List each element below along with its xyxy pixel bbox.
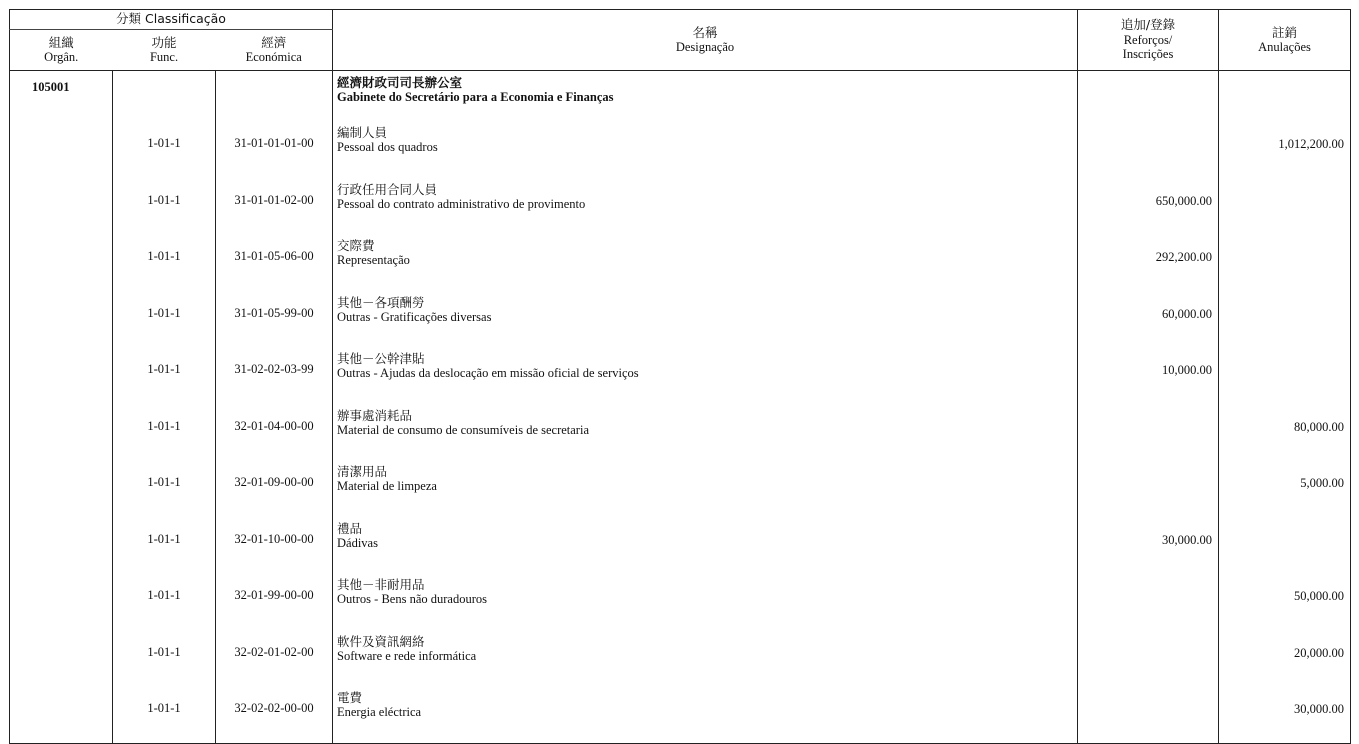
reforcos-header-pt1: Reforços/ — [1123, 32, 1173, 47]
table-row — [10, 686, 1351, 743]
econ-header-zh: 經濟 — [261, 34, 287, 50]
designation-cell — [333, 291, 1078, 348]
org-cell — [10, 234, 113, 291]
func-header-pt: Func. — [149, 50, 179, 64]
designation-header — [333, 10, 1078, 71]
econ-code: 31-01-01-01-00 — [216, 121, 333, 178]
org-name-pt: Gabinete do Secretário para a Economia e Finanças — [337, 90, 614, 105]
org-cell — [10, 573, 113, 630]
reforcos-value — [1078, 404, 1219, 461]
table-row — [10, 291, 1351, 348]
designation-cell — [333, 630, 1078, 687]
func-code: 1-01-1 — [113, 178, 216, 235]
econ-code: 32-01-04-00-00 — [216, 404, 333, 461]
designation-pt: Material de limpeza — [337, 479, 437, 494]
reforcos-header-zh: 追加/登錄 — [1120, 17, 1176, 33]
func-code: 1-01-1 — [113, 234, 216, 291]
org-cell — [10, 630, 113, 687]
reforcos-value: 60,000.00 — [1078, 291, 1219, 348]
org-reforcos-empty — [1078, 71, 1219, 122]
designation-cell — [333, 686, 1078, 743]
reforcos-value: 10,000.00 — [1078, 347, 1219, 404]
org-cell — [10, 686, 113, 743]
designation-zh: 清潔用品 — [337, 464, 388, 479]
anulacoes-header-pt: Anulações — [1258, 40, 1311, 54]
org-cell — [10, 517, 113, 574]
designation-pt: Dádivas — [337, 535, 378, 550]
org-code: 105001 — [10, 71, 113, 122]
econ-header-pt: Económica — [245, 50, 302, 64]
func-code: 1-01-1 — [113, 460, 216, 517]
designation-cell — [333, 517, 1078, 574]
anulacoes-header-zh: 註銷 — [1271, 24, 1297, 40]
anulacoes-value: 80,000.00 — [1219, 404, 1351, 461]
org-name-zh: 經濟財政司司長辦公室 — [337, 75, 463, 90]
designation-pt: Representação — [337, 253, 410, 268]
func-header — [113, 30, 216, 71]
org-cell — [10, 121, 113, 178]
designation-zh: 電費 — [337, 690, 363, 705]
designation-pt: Pessoal dos quadros — [337, 140, 438, 155]
reforcos-header — [1078, 10, 1219, 71]
designation-zh: 禮品 — [337, 520, 363, 536]
designation-cell — [333, 573, 1078, 630]
org-anulacoes-empty — [1219, 71, 1351, 122]
designation-pt: Pessoal do contrato administrativo de provimento — [337, 196, 586, 211]
econ-code: 31-01-01-02-00 — [216, 178, 333, 235]
org-designation — [333, 71, 1078, 122]
anulacoes-value — [1219, 234, 1351, 291]
designation-zh: 交際費 — [337, 238, 375, 253]
designation-zh: 其他－公幹津貼 — [337, 351, 425, 366]
econ-code: 31-01-05-99-00 — [216, 291, 333, 348]
reforcos-value: 650,000.00 — [1078, 178, 1219, 235]
econ-code: 31-02-02-03-99 — [216, 347, 333, 404]
econ-code: 32-01-09-00-00 — [216, 460, 333, 517]
reforcos-value — [1078, 686, 1219, 743]
budget-table — [9, 9, 1351, 744]
org-cell — [10, 291, 113, 348]
org-header-zh: 組織 — [48, 34, 74, 50]
func-code: 1-01-1 — [113, 630, 216, 687]
classification-header: 分類 Classificação — [10, 10, 333, 30]
anulacoes-value — [1219, 347, 1351, 404]
econ-code: 32-01-99-00-00 — [216, 573, 333, 630]
designation-zh: 軟件及資訊網絡 — [337, 633, 425, 649]
econ-code: 31-01-05-06-00 — [216, 234, 333, 291]
econ-code: 32-02-01-02-00 — [216, 630, 333, 687]
designation-cell — [333, 178, 1078, 235]
org-func-empty — [113, 71, 216, 122]
org-cell — [10, 347, 113, 404]
org-econ-empty — [216, 71, 333, 122]
reforcos-value: 30,000.00 — [1078, 517, 1219, 574]
econ-header — [216, 30, 333, 71]
org-cell — [10, 460, 113, 517]
table-row — [10, 630, 1351, 687]
designation-pt: Energia eléctrica — [337, 705, 422, 720]
table-row — [10, 460, 1351, 517]
designation-zh: 編制人員 — [337, 125, 388, 140]
designation-cell — [333, 347, 1078, 404]
designation-zh: 行政任用合同人員 — [337, 181, 438, 197]
designation-zh: 辦事處消耗品 — [337, 407, 413, 423]
anulacoes-value — [1219, 291, 1351, 348]
func-code: 1-01-1 — [113, 573, 216, 630]
func-header-zh: 功能 — [151, 34, 177, 50]
anulacoes-value: 20,000.00 — [1219, 630, 1351, 687]
func-code: 1-01-1 — [113, 517, 216, 574]
table-row — [10, 517, 1351, 574]
anulacoes-value — [1219, 178, 1351, 235]
table-row — [10, 121, 1351, 178]
org-cell — [10, 178, 113, 235]
econ-code: 32-02-02-00-00 — [216, 686, 333, 743]
designation-pt: Outros - Bens não duradouros — [337, 592, 487, 607]
budget-document — [9, 9, 1351, 744]
anulacoes-value: 50,000.00 — [1219, 573, 1351, 630]
func-code: 1-01-1 — [113, 121, 216, 178]
anulacoes-value: 5,000.00 — [1219, 460, 1351, 517]
reforcos-value — [1078, 573, 1219, 630]
designation-zh: 其他－非耐用品 — [337, 577, 425, 592]
designation-header-pt: Designação — [675, 40, 735, 54]
designation-zh: 其他－各項酬勞 — [337, 294, 425, 310]
anulacoes-value: 1,012,200.00 — [1219, 121, 1351, 178]
reforcos-value — [1078, 630, 1219, 687]
org-row — [10, 71, 1351, 122]
org-header — [10, 30, 113, 71]
func-code: 1-01-1 — [113, 404, 216, 461]
econ-code: 32-01-10-00-00 — [216, 517, 333, 574]
anulacoes-value — [1219, 517, 1351, 574]
designation-pt: Outras - Ajudas da deslocação em missão oficial de serviços — [337, 366, 639, 381]
reforcos-value — [1078, 460, 1219, 517]
func-code: 1-01-1 — [113, 291, 216, 348]
designation-pt: Outras - Gratificações diversas — [337, 309, 492, 324]
designation-cell — [333, 121, 1078, 178]
reforcos-header-pt2: Inscrições — [1122, 47, 1174, 62]
table-row — [10, 347, 1351, 404]
table-row — [10, 234, 1351, 291]
func-code: 1-01-1 — [113, 686, 216, 743]
anulacoes-value: 30,000.00 — [1219, 686, 1351, 743]
anulacoes-header — [1219, 10, 1351, 71]
designation-cell — [333, 460, 1078, 517]
table-row — [10, 573, 1351, 630]
designation-cell — [333, 404, 1078, 461]
reforcos-value: 292,200.00 — [1078, 234, 1219, 291]
org-cell — [10, 404, 113, 461]
func-code: 1-01-1 — [113, 347, 216, 404]
designation-pt: Material de consumo de consumíveis de secretaria — [337, 422, 589, 437]
designation-pt: Software e rede informática — [337, 648, 477, 663]
org-header-pt: Orgân. — [44, 50, 79, 64]
table-row — [10, 178, 1351, 235]
reforcos-value — [1078, 121, 1219, 178]
designation-header-zh: 名稱 — [692, 24, 718, 40]
table-row — [10, 404, 1351, 461]
designation-cell — [333, 234, 1078, 291]
